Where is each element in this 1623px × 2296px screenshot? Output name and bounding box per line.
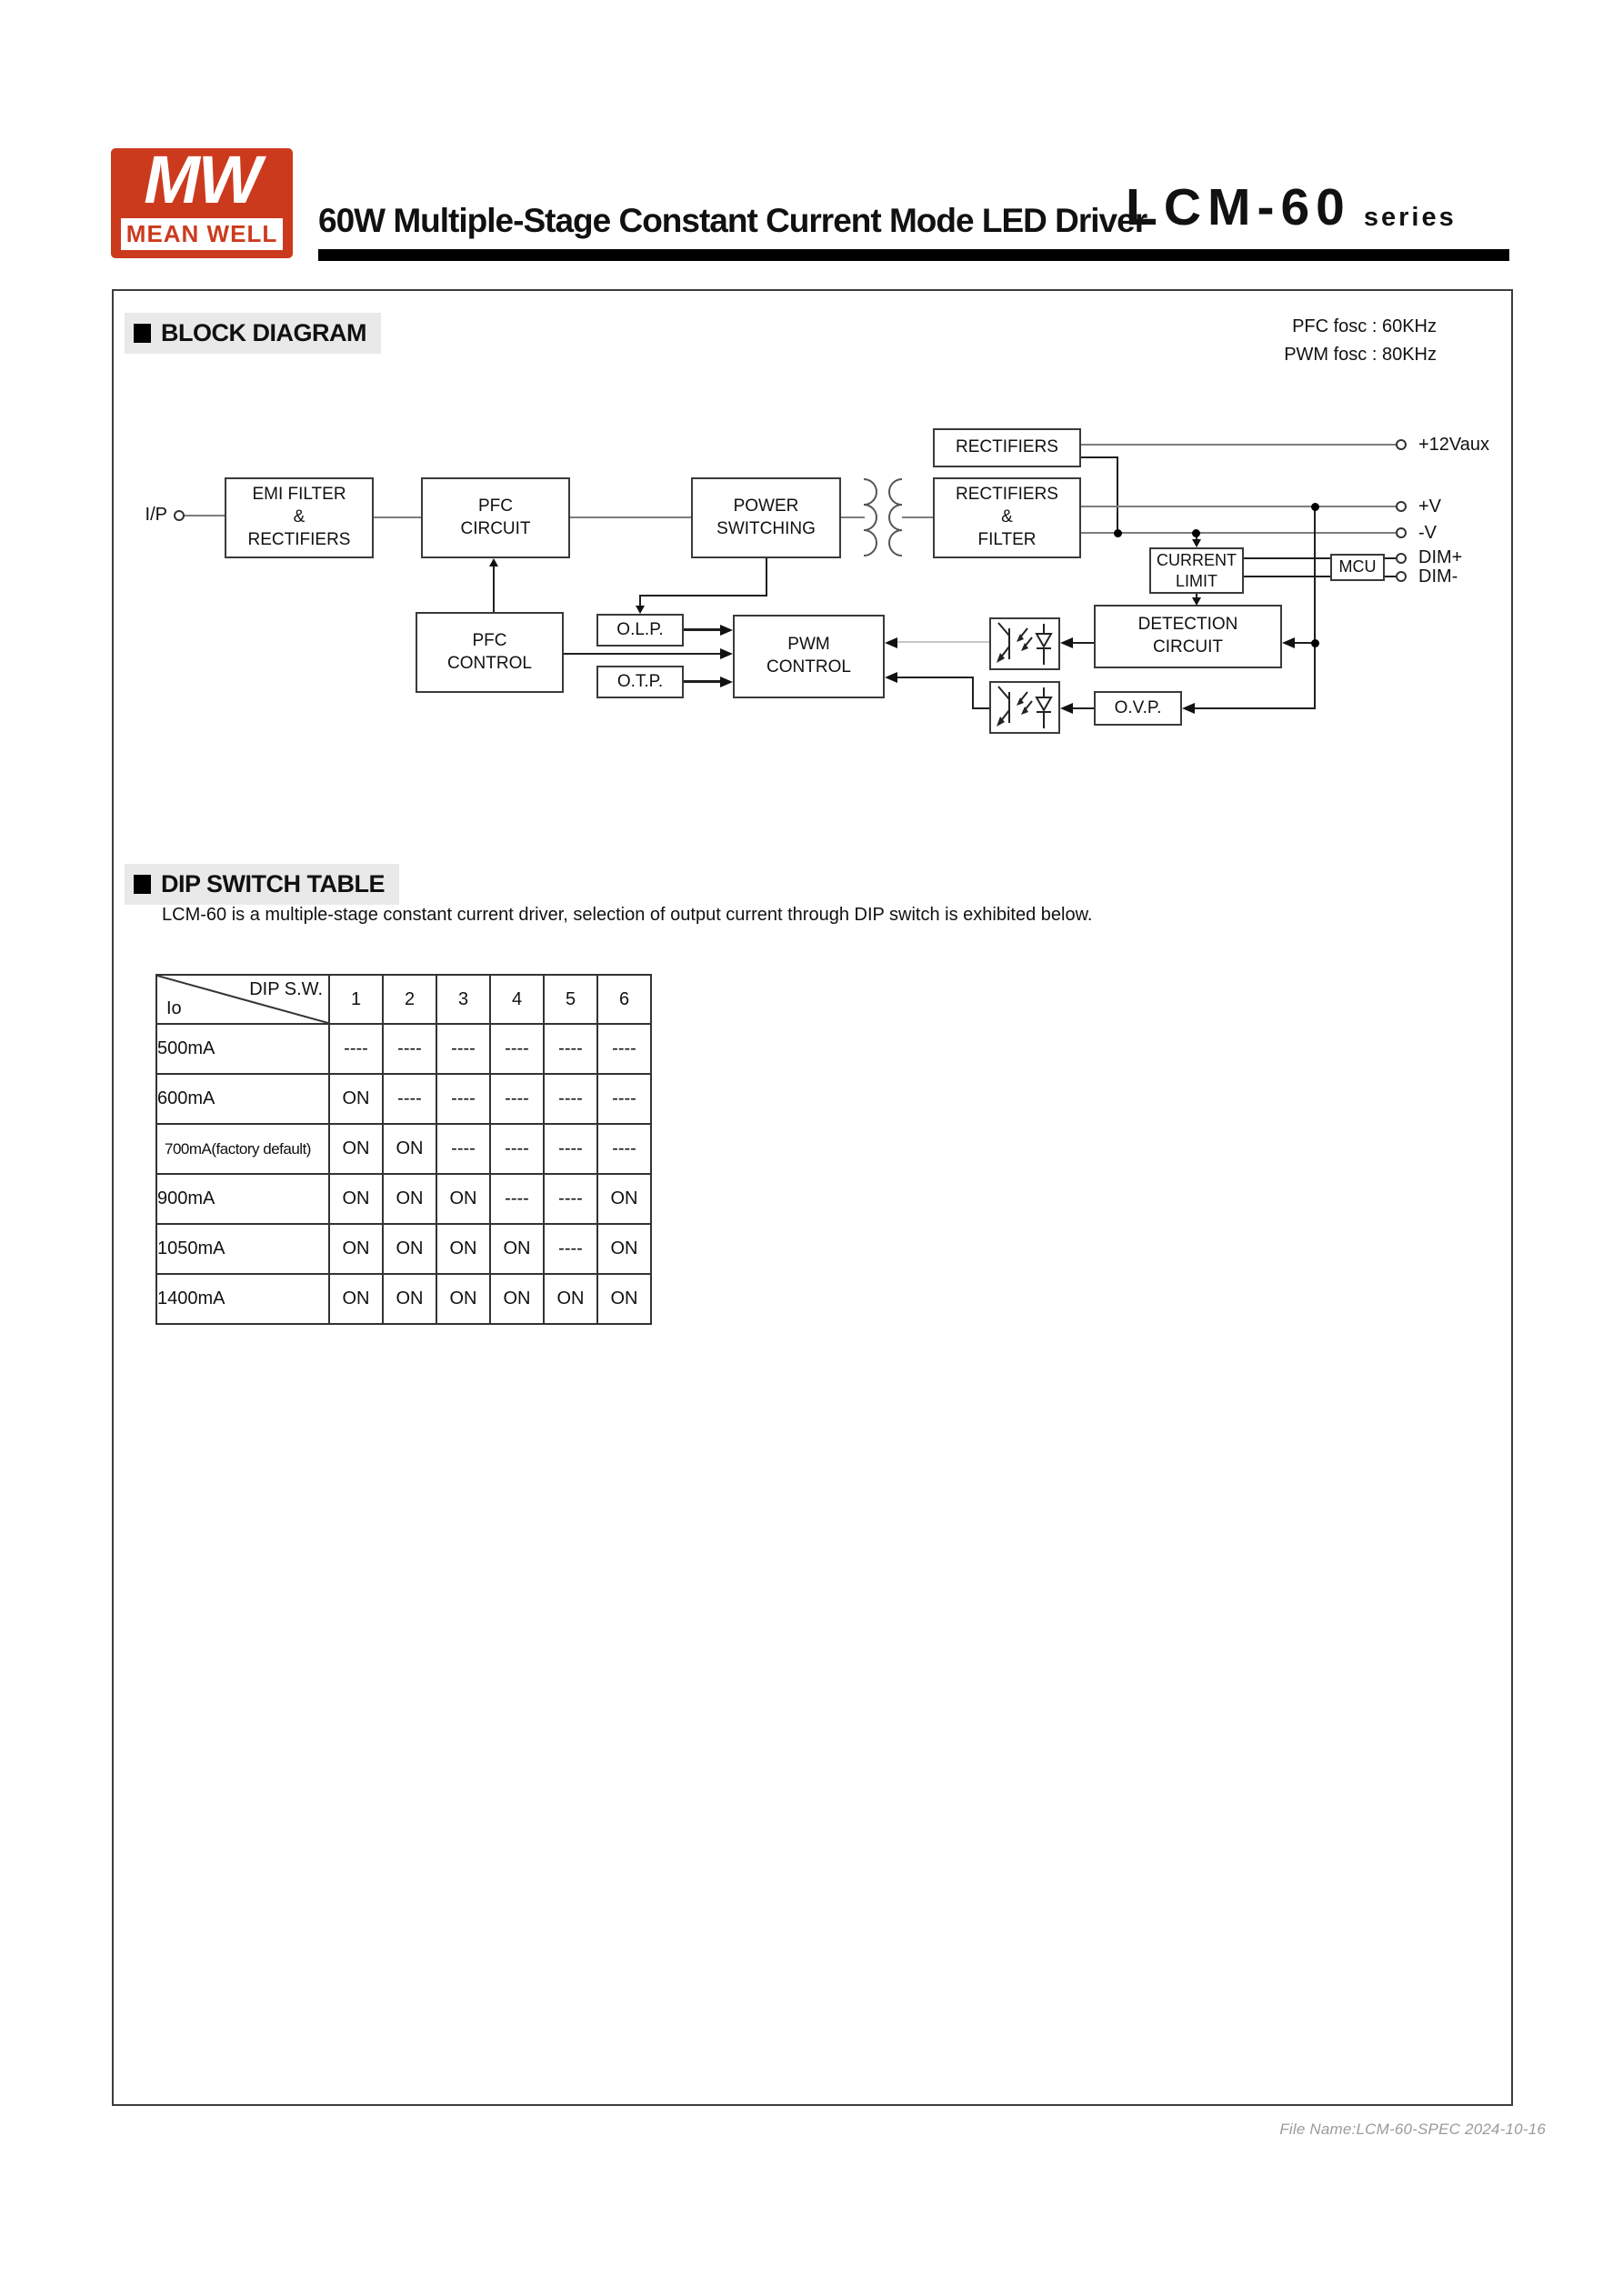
box-line: O.L.P. bbox=[616, 619, 664, 639]
box-line: DETECTION bbox=[1137, 615, 1238, 635]
column-header: 1 bbox=[329, 975, 383, 1024]
wire-pfccontrol-pwm bbox=[564, 653, 720, 655]
wire-input-emi bbox=[185, 515, 225, 516]
dip-cell: ---- bbox=[544, 1174, 597, 1224]
dip-cell: ON bbox=[597, 1224, 651, 1274]
arrow-into-pwm-left-2 bbox=[720, 648, 733, 659]
square-bullet-icon bbox=[134, 324, 151, 343]
block-pfc-circuit bbox=[421, 477, 570, 558]
arrow-into-opto2 bbox=[1060, 703, 1073, 714]
wire-opto1-pwm bbox=[897, 641, 989, 643]
file-name-footer: File Name:LCM-60-SPEC 2024-10-16 bbox=[1279, 2121, 1546, 2138]
column-header: 5 bbox=[544, 975, 597, 1024]
wire-otp-pwm bbox=[684, 680, 720, 683]
dip-cell: ON bbox=[490, 1224, 544, 1274]
terminal-12vaux bbox=[1396, 439, 1407, 450]
block-olp bbox=[596, 614, 684, 647]
dip-cell: ON bbox=[436, 1174, 490, 1224]
arrow-into-opto1 bbox=[1060, 637, 1073, 648]
wire-opto2-elbow-v bbox=[972, 677, 974, 709]
block-power-switching bbox=[691, 477, 841, 558]
dip-cell: ON bbox=[436, 1224, 490, 1274]
block-current-limit bbox=[1149, 547, 1244, 594]
dip-cell: ON bbox=[436, 1274, 490, 1324]
block-diagram-heading-text: BLOCK DIAGRAM bbox=[161, 319, 366, 346]
box-line: PWM bbox=[787, 635, 830, 655]
dip-cell: ---- bbox=[597, 1074, 651, 1124]
wire-mcu-dimminus bbox=[1385, 576, 1396, 577]
transformer-icon bbox=[851, 476, 935, 560]
box-line: CONTROL bbox=[447, 653, 532, 673]
terminal-label-12vaux: +12Vaux bbox=[1418, 435, 1490, 455]
junction-dot bbox=[1192, 529, 1200, 537]
box-line: RECTIFIERS bbox=[247, 529, 351, 549]
dip-cell: ON bbox=[383, 1174, 436, 1224]
wire-vminus-rail bbox=[1081, 532, 1396, 534]
block-detection-circuit bbox=[1094, 605, 1282, 668]
dip-cell: ---- bbox=[383, 1074, 436, 1124]
block-ovp bbox=[1094, 691, 1182, 726]
dip-cell: ON bbox=[383, 1124, 436, 1174]
dip-cell: ---- bbox=[597, 1024, 651, 1074]
arrow-into-olp bbox=[636, 606, 645, 614]
arrow-into-pwm-left-3 bbox=[720, 677, 733, 687]
optocoupler-icon bbox=[989, 681, 1060, 734]
box-line: SWITCHING bbox=[716, 518, 816, 538]
junction-dot bbox=[1311, 503, 1319, 511]
pwm-fosc-note: PWM fosc : 80KHz bbox=[1284, 345, 1437, 365]
dip-cell: ON bbox=[544, 1274, 597, 1324]
table-row bbox=[156, 1124, 651, 1174]
optocoupler-symbol bbox=[992, 620, 1057, 667]
wire-pfccontrol-pfccircuit bbox=[493, 566, 495, 612]
dip-cell: ON bbox=[329, 1274, 383, 1324]
table-row bbox=[156, 1074, 651, 1124]
box-line: & bbox=[1001, 507, 1013, 527]
column-header: 4 bbox=[490, 975, 544, 1024]
series-label: series bbox=[1363, 203, 1457, 232]
logo-mw-monogram: MW bbox=[144, 142, 260, 217]
page-title: 60W Multiple-Stage Constant Current Mode LED Driver bbox=[318, 202, 1147, 239]
box-line: PFC bbox=[472, 630, 507, 650]
wire-emi-pfc bbox=[374, 516, 421, 518]
table-row bbox=[156, 1224, 651, 1274]
dip-switch-description: LCM-60 is a multiple-stage constant current driver, selection of output current through DIP switch is exhibited below. bbox=[162, 905, 1093, 925]
terminal-label-vplus: +V bbox=[1418, 496, 1442, 516]
block-mcu bbox=[1330, 554, 1385, 581]
arrow-into-pwm-left-1 bbox=[720, 625, 733, 636]
box-line: O.T.P. bbox=[616, 671, 664, 691]
model-name-group bbox=[1126, 178, 1457, 236]
box-line: RECTIFIERS bbox=[956, 485, 1058, 505]
arrow-into-pwm-right-1 bbox=[885, 637, 897, 648]
dip-cell: ---- bbox=[597, 1124, 651, 1174]
table-header-row bbox=[156, 975, 651, 1024]
wire-rectifiers-12vaux bbox=[1081, 444, 1396, 446]
arrow-into-current-limit bbox=[1192, 539, 1201, 547]
wire-olp-pwm bbox=[684, 628, 720, 631]
box-line: MCU bbox=[1338, 557, 1377, 577]
block-emi-filter-rectifiers bbox=[225, 477, 374, 558]
terminal-vminus bbox=[1396, 527, 1407, 538]
dip-cell: ON bbox=[597, 1274, 651, 1324]
section-heading-block-diagram bbox=[125, 313, 381, 354]
dip-cell: ON bbox=[597, 1174, 651, 1224]
row-label: 1050mA bbox=[156, 1224, 329, 1274]
logo-name-band bbox=[121, 218, 283, 250]
box-line: LIMIT bbox=[1175, 571, 1217, 590]
table-row bbox=[156, 1274, 651, 1324]
table-row bbox=[156, 1174, 651, 1224]
dip-cell: ON bbox=[490, 1274, 544, 1324]
wire-rectifiers-elbow-h bbox=[1081, 456, 1118, 458]
terminal-input bbox=[174, 510, 185, 521]
dip-cell: ---- bbox=[436, 1024, 490, 1074]
box-line: CONTROL bbox=[766, 657, 851, 677]
block-rectifiers bbox=[933, 428, 1081, 467]
corner-label-dipsw: DIP S.W. bbox=[249, 979, 323, 999]
row-label: 600mA bbox=[156, 1074, 329, 1124]
box-line: PFC bbox=[478, 496, 513, 516]
row-label: 1400mA bbox=[156, 1274, 329, 1324]
wire-mcu-dimplus bbox=[1385, 557, 1396, 559]
terminal-label-dimminus: DIM- bbox=[1418, 566, 1458, 587]
box-line: EMI FILTER bbox=[252, 485, 346, 505]
dip-cell: ---- bbox=[436, 1074, 490, 1124]
dip-cell: ON bbox=[329, 1174, 383, 1224]
square-bullet-icon bbox=[134, 875, 151, 894]
wire-currentlimit-mcu-1 bbox=[1244, 557, 1330, 559]
table-corner-cell bbox=[156, 975, 329, 1024]
dip-cell: ---- bbox=[490, 1124, 544, 1174]
corner-label-io: Io bbox=[166, 998, 182, 1018]
wire-power-transformer bbox=[841, 516, 865, 518]
terminal-label-dimplus: DIM+ bbox=[1418, 547, 1463, 567]
dip-cell: ---- bbox=[544, 1074, 597, 1124]
model-name: LCM-60 bbox=[1126, 178, 1351, 236]
column-header: 2 bbox=[383, 975, 436, 1024]
box-line: CIRCUIT bbox=[1152, 637, 1224, 657]
arrow-into-detection bbox=[1192, 597, 1201, 606]
wire-rectifiers-elbow-v bbox=[1117, 456, 1118, 533]
box-line: FILTER bbox=[977, 529, 1037, 549]
wire-detection-opto1 bbox=[1073, 642, 1094, 644]
terminal-label-ip: I/P bbox=[145, 505, 167, 525]
pfc-fosc-note: PFC fosc : 60KHz bbox=[1292, 316, 1437, 336]
arrow-into-pfc-circuit bbox=[489, 558, 498, 566]
junction-dot bbox=[1114, 529, 1122, 537]
terminal-label-vminus: -V bbox=[1418, 523, 1437, 543]
dip-cell: ON bbox=[383, 1274, 436, 1324]
wire-pfc-power bbox=[570, 516, 691, 518]
box-line: CURRENT bbox=[1157, 551, 1237, 569]
dip-cell: ON bbox=[329, 1124, 383, 1174]
block-otp bbox=[596, 666, 684, 698]
header-rule bbox=[318, 249, 1509, 261]
block-pfc-control bbox=[416, 612, 564, 693]
arrow-into-ovp bbox=[1182, 703, 1195, 714]
dip-cell: ON bbox=[383, 1224, 436, 1274]
mean-well-logo bbox=[111, 142, 293, 258]
wire-currentlimit-mcu-2 bbox=[1244, 576, 1330, 577]
wire-vplus-feedback-v bbox=[1314, 506, 1316, 709]
dip-cell: ---- bbox=[490, 1074, 544, 1124]
dip-cell: ---- bbox=[544, 1124, 597, 1174]
dip-switch-heading-text: DIP SWITCH TABLE bbox=[161, 870, 385, 897]
junction-dot bbox=[1311, 639, 1319, 647]
block-pwm-control bbox=[733, 615, 885, 698]
dip-cell: ---- bbox=[436, 1124, 490, 1174]
section-heading-dip-switch bbox=[125, 864, 399, 905]
wire-power-olp-v1 bbox=[766, 558, 767, 596]
dip-cell: ---- bbox=[544, 1024, 597, 1074]
row-label: 500mA bbox=[156, 1024, 329, 1074]
terminal-dimminus bbox=[1396, 571, 1407, 582]
terminal-vplus bbox=[1396, 501, 1407, 512]
dip-cell: ---- bbox=[490, 1174, 544, 1224]
dip-switch-table bbox=[155, 974, 652, 1325]
dip-cell: ---- bbox=[490, 1024, 544, 1074]
wire-power-olp-h bbox=[639, 595, 767, 597]
box-line: O.V.P. bbox=[1114, 697, 1162, 717]
column-header: 3 bbox=[436, 975, 490, 1024]
dip-cell: ---- bbox=[329, 1024, 383, 1074]
terminal-dimplus bbox=[1396, 553, 1407, 564]
arrow-into-pwm-right-2 bbox=[885, 672, 897, 683]
logo-name-text: MEAN WELL bbox=[125, 220, 278, 247]
dip-cell: ---- bbox=[383, 1024, 436, 1074]
row-label: 900mA bbox=[156, 1174, 329, 1224]
optocoupler-icon bbox=[989, 617, 1060, 670]
dip-cell: ON bbox=[329, 1074, 383, 1124]
wire-opto2-pwm bbox=[897, 677, 973, 678]
wire-ovp-opto2 bbox=[1073, 707, 1094, 709]
box-line: CIRCUIT bbox=[460, 518, 531, 538]
wire-opto2-elbow-h1 bbox=[974, 707, 989, 709]
table-row bbox=[156, 1024, 651, 1074]
optocoupler-symbol bbox=[992, 684, 1057, 731]
row-label: 700mA(factory default) bbox=[156, 1124, 329, 1174]
arrow-into-detection-right bbox=[1282, 637, 1295, 648]
dip-cell: ON bbox=[329, 1224, 383, 1274]
wire-feedback-ovp bbox=[1195, 707, 1315, 709]
box-line: RECTIFIERS bbox=[956, 437, 1058, 457]
box-line: & bbox=[293, 507, 306, 527]
wire-vplus-rail bbox=[1081, 506, 1396, 507]
column-header: 6 bbox=[597, 975, 651, 1024]
dip-cell: ---- bbox=[544, 1224, 597, 1274]
block-rectifiers-filter bbox=[933, 477, 1081, 558]
wire-transformer-rectfilter bbox=[902, 516, 933, 518]
box-line: POWER bbox=[733, 496, 799, 516]
